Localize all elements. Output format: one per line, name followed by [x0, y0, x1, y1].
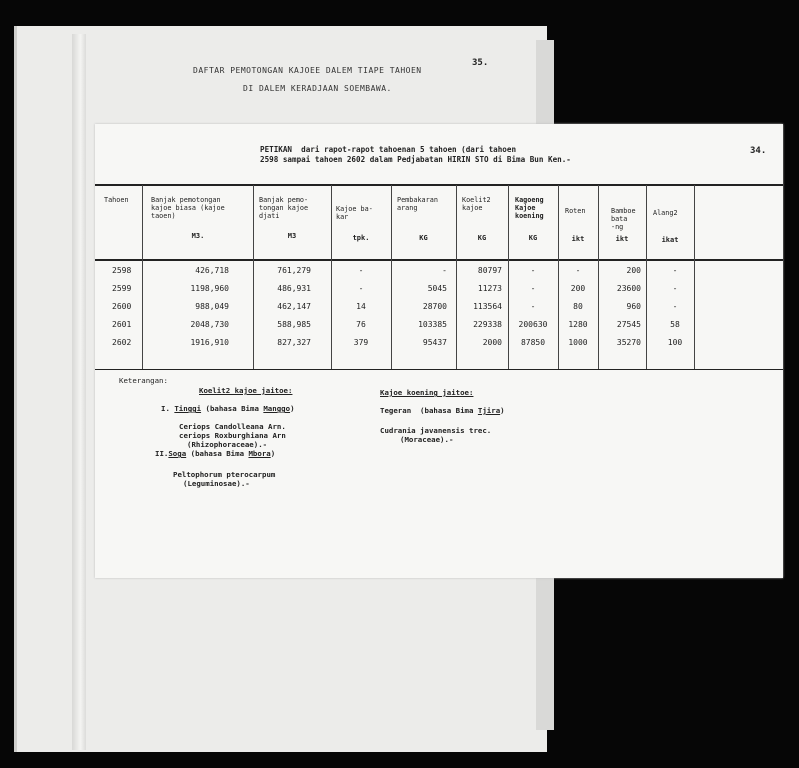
header-bamboe: Bamboe bata -ng — [611, 207, 636, 231]
unit-koelit: KG — [477, 234, 487, 242]
extract-heading — [260, 145, 571, 165]
header-kajoe-djati: Banjak pemo- tongan kajoe djati — [259, 196, 309, 220]
note-mid: (bahasa Bima — [186, 449, 249, 458]
cell-tahoen: 2598 — [112, 266, 132, 275]
cell-kajoe-koening: - — [530, 284, 536, 293]
cell-kajoe-djati: 761,279 — [277, 266, 311, 275]
note-mid: (bahasa Bima — [201, 404, 264, 413]
header-roten: Roten — [565, 207, 586, 215]
cell-kajoe-bakar: 76 — [356, 320, 366, 329]
cell-kajoe-biasa: 2048,730 — [190, 320, 229, 329]
note-species: Peltophorum pterocarpum — [173, 470, 276, 479]
header-kajoe-bakar: Kajoe ba- kar — [336, 205, 373, 221]
cell-alang: 58 — [670, 320, 680, 329]
cell-arang: 103385 — [418, 320, 447, 329]
cell-kajoe-djati: 588,985 — [277, 320, 311, 329]
cell-kajoe-bakar: 379 — [353, 338, 369, 347]
cell-kajoe-biasa: 426,718 — [195, 266, 229, 275]
cell-kajoe-bakar: - — [358, 284, 364, 293]
note-bima-word: Mbora — [248, 449, 271, 458]
back-page-number: 35. — [472, 58, 489, 68]
notes-label: Keterangan: — [119, 376, 168, 385]
unit-roten: ikt — [571, 235, 585, 243]
table-top-rule — [95, 184, 783, 186]
cell-bamboe: 27545 — [616, 320, 641, 329]
cell-alang: 100 — [667, 338, 683, 347]
cell-alang: - — [672, 266, 678, 275]
cell-kajoe-koening: - — [530, 302, 536, 311]
cell-tahoen: 2599 — [112, 284, 132, 293]
note-prefix: II. — [155, 449, 169, 458]
header-tahoen: Tahoen — [104, 196, 129, 204]
cell-roten: 80 — [573, 302, 583, 311]
note-species: Ceriops Candolleana Arn. — [179, 422, 286, 431]
note-end: ) — [290, 404, 295, 413]
note-end: ) — [500, 406, 505, 415]
column-divider — [694, 185, 695, 369]
note-item-soga — [155, 449, 275, 458]
cell-kajoe-koening: - — [530, 266, 536, 275]
note-bima-word: Manggo — [263, 404, 291, 413]
unit-kajoe-bakar: tpk. — [352, 234, 370, 242]
cell-koelit: 80797 — [477, 266, 502, 275]
cell-arang: - — [442, 266, 447, 275]
note-word: Tinggi — [174, 404, 202, 413]
cell-kajoe-biasa: 988,049 — [195, 302, 229, 311]
column-divider — [646, 185, 647, 369]
cell-kajoe-djati: 827,327 — [277, 338, 311, 347]
column-divider — [142, 185, 143, 369]
cell-bamboe: 960 — [626, 302, 641, 311]
header-kajoe-biasa: Banjak pemotongan kajoe biasa (kajoe taoen) — [151, 196, 225, 220]
header-kajoe-koening: Kagoeng Kajoe koening — [515, 196, 544, 220]
cell-koelit: 2000 — [482, 338, 502, 347]
table-header-rule — [95, 259, 783, 261]
table-bottom-rule — [95, 369, 783, 370]
unit-kajoe-biasa: M3. — [191, 232, 205, 240]
cell-kajoe-biasa: 1916,910 — [190, 338, 229, 347]
extract-line1: PETIKAN dari rapot-rapot tahoenan 5 tahoen (dari tahoen — [260, 145, 517, 154]
cell-kajoe-djati: 462,147 — [277, 302, 311, 311]
extract-line2: 2598 sampai tahoen 2602 dalam Pedjabatan HIRIN STO di Bima Bun Ken.- — [260, 155, 571, 164]
cell-bamboe: 200 — [626, 266, 641, 275]
cell-alang: - — [672, 284, 678, 293]
cell-kajoe-bakar: - — [358, 266, 364, 275]
cell-koelit: 229338 — [473, 320, 502, 329]
column-divider — [253, 185, 254, 369]
unit-alang: ikat — [661, 236, 679, 244]
note-species: (Leguminosae).- — [183, 479, 250, 488]
note-item-tegeran — [380, 406, 505, 415]
note-item-tinggi — [161, 404, 295, 413]
cell-arang: 5045 — [427, 284, 447, 293]
cell-tahoen: 2600 — [112, 302, 132, 311]
unit-bamboe: ikt — [615, 235, 629, 243]
note-end: ) — [270, 449, 276, 458]
cell-roten: 1280 — [568, 320, 588, 329]
header-koelit: Koelit2 kajoe — [462, 196, 491, 212]
cell-kajoe-koening: 87850 — [520, 338, 546, 347]
note-word: Soga — [168, 449, 187, 458]
cell-arang: 28700 — [422, 302, 447, 311]
header-alang: Alang2 — [653, 209, 678, 217]
cell-roten: 1000 — [568, 338, 588, 347]
cell-kajoe-biasa: 1198,960 — [190, 284, 229, 293]
notes-left-heading: Koelit2 kajoe jaitoe: — [199, 386, 293, 395]
cell-bamboe: 35270 — [616, 338, 641, 347]
note-species: ceriops Roxburghiana Arn — [179, 431, 286, 440]
cell-tahoen: 2602 — [112, 338, 132, 347]
cell-bamboe: 23600 — [616, 284, 641, 293]
cell-kajoe-koening: 200630 — [518, 320, 548, 329]
note-species: Cudrania javanensis trec. — [380, 426, 492, 435]
front-page — [95, 124, 783, 578]
unit-kajoe-djati: M3 — [287, 232, 297, 240]
cell-roten: - — [575, 266, 581, 275]
cell-tahoen: 2601 — [112, 320, 132, 329]
note-prefix: I. — [161, 404, 175, 413]
cell-kajoe-bakar: 14 — [356, 302, 366, 311]
header-arang: Pembakaran arang — [397, 196, 438, 212]
note-species: (Rhizophoraceae).- — [187, 440, 268, 449]
back-page-title-line1: DAFTAR PEMOTONGAN KAJOEE DALEM TIAPE TAHOEN — [193, 66, 422, 75]
cell-alang: - — [672, 302, 678, 311]
unit-arang: KG — [419, 234, 428, 242]
column-divider — [391, 185, 392, 369]
front-page-number: 34. — [750, 146, 767, 156]
note-species: (Moraceae).- — [400, 435, 454, 444]
notes-right-heading: Kajoe koening jaitoe: — [380, 388, 474, 397]
page-spine — [72, 34, 86, 750]
cell-kajoe-djati: 486,931 — [277, 284, 311, 293]
note-bima-word: Tjira — [477, 406, 501, 415]
back-page-title-line2: DI DALEM KERADJAAN SOEMBAWA. — [243, 84, 392, 93]
unit-kajoe-koening: KG — [528, 234, 538, 242]
note-start: Tegeran (bahasa Bima — [380, 406, 478, 415]
cell-koelit: 113564 — [473, 302, 502, 311]
cell-arang: 95437 — [422, 338, 447, 347]
cell-roten: 200 — [570, 284, 586, 293]
cell-koelit: 11273 — [477, 284, 502, 293]
